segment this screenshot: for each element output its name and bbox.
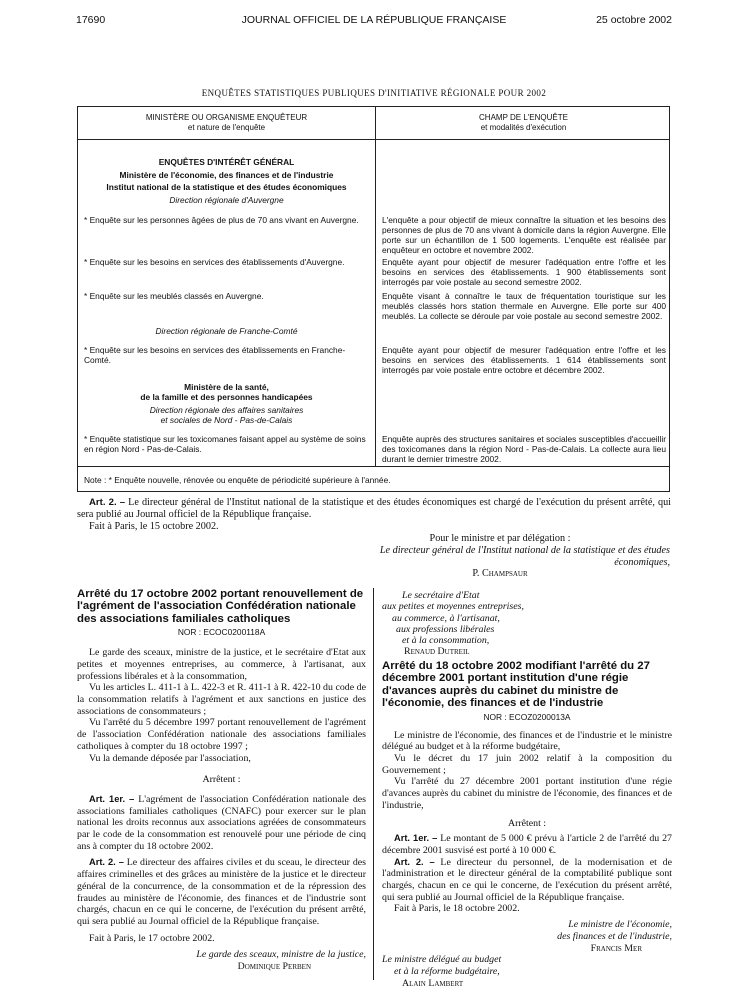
row5-right: Enquête auprès des structures sanitaires et sociales susceptibles d'accueillir des toxicomanes dans la région Nord - Pas-de-Calais. La collecte aura lieu durant le dernier trimestre 2002.: [382, 434, 666, 464]
row5-left: * Enquête statistique sur les toxicomanes faisant appel au système de soins en région Nord - Pas-de-Calais.: [84, 434, 366, 454]
journal-title: JOURNAL OFFICIEL DE LA RÉPUBLIQUE FRANÇAISE: [241, 14, 507, 26]
left-article-nor: NOR : ECOC0200118A: [177, 627, 266, 638]
art2-block: Art. 2. – Le directeur général de l'Institut national de la statistique et des études économiques est chargé de l'exécution du présent arrêté, qui sera publié au Journal officiel de la République française. Fait à Paris, le 15 octobre 2002.: [77, 497, 671, 533]
right-top-signature: Le secrétaire d'Etat aux petites et moyennes entreprises, au commerce, à l'artisanat, aux professions libérales et à la consommation, Renaud Dutreil: [382, 590, 524, 658]
row4-left: * Enquête sur les besoins en services des établissements en Franche-Comté.: [84, 345, 346, 365]
row4-right: Enquête ayant pour objectif de mesurer l'adéquation entre l'offre et les besoins en services des établissements. 1 614 établissements sont interrogés par voie postale entre octobre et décembre 2002.: [382, 345, 666, 375]
row3-right: Enquête visant à connaître le taux de fréquentation touristique sur les meublés classés hors station thermale en Auvergne. Elle porte sur 400 meublés. La collecte se déroule par voie postale au second semestre 2002.: [382, 291, 666, 321]
art2-signature: Pour le ministre et par délégation : Le directeur général de l'Institut national de la statistique et des études économiques, P. Champsaur: [379, 533, 670, 580]
row2-left: * Enquête sur les besoins en services des établissements d'Auvergne.: [84, 257, 345, 267]
left-article: Arrêté du 17 octobre 2002 portant renouvellement de l'agrément de l'association Confédération nationale des associations familiales catholiques NOR : ECOC0200118A Le garde des sceaux, ministre de la justice, et le secrétaire d'Etat aux petites et moyennes entreprises, au commerce, à l'artisanat, aux professions libérales et à la consommation, Vu les articles L. 411-1 à L. 422-3 et R. 411-1 à R. 422-10 du code de la consommation relatifs à l'agrément et aux sanctions en justice des associations de consommateurs ; Vu l'arrêté du 5 décembre 1997 portant renouvellement de l'agrément de l'association Confédération nationale des associations familiales catholiques à compter du 18 octobre 1997 ; Vu la demande déposée par l'association, Arrêtent : Art. 1er. – L'agrément de l'association Confédération nationale des associations familiales catholiques (CNAFC) pour exercer sur le plan national les droits reconnus aux associations agréées de consommateurs par le code de la consommation est renouvelé pour une période de cinq ans à compter du 18 octobre 2002. Art. 2. – Le directeur des affaires civiles et du sceau, le directeur des affaires criminelles et des grâces au ministère de la justice et le directeur général de la concurrence, de la consommation et de la répression des fraudes au ministère de l'économie, des finances et de l'industrie sont chargés, chacun en ce qui le concerne, de l'exécution du présent arrêté, qui sera publié au Journal officiel de la République française. Fait à Paris, le 17 octobre 2002. Le garde des sceaux, ministre de la justice, Dominique Perben: [77, 588, 366, 973]
section-sante: Ministère de la santé, de la famille et des personnes handicapées: [140, 382, 313, 402]
page-number: 17690: [76, 14, 106, 26]
right-article: Arrêté du 18 octobre 2002 modifiant l'arrêté du 27 décembre 2001 portant institution d'une régie d'avances auprès du cabinet du ministre de l'économie, des finances et de l'industrie NOR : ECOZ0200013A Le ministre de l'économie, des finances et de l'industrie et le ministre délégué au budget et à la réforme budgétaire, Vu le décret du 17 juin 2002 relatif à la composition du Gouvernement ; Vu l'arrêté du 27 décembre 2001 portant institution d'une régie d'avances auprès du cabinet du ministre de l'économie, des finances et de l'industrie, Arrêtent : Art. 1er. – Le montant de 5 000 € prévu à l'article 2 de l'arrêté du 27 décembre 2001 susvisé est porté à 10 000 €. Art. 2. – Le directeur du personnel, de la modernisation et de l'administration et le directeur général de la comptabilité publique sont chargés, chacun en ce qui le concerne, de l'exécution du présent arrêté, qui sera publié au Journal officiel de la République française. Fait à Paris, le 18 octobre 2002. Le ministre de l'économie, des finances et de l'industrie, Francis Mer Le ministre délégué au budget et à la réforme budgétaire, Alain Lambert: [382, 660, 672, 989]
survey-table: [77, 106, 670, 492]
table-note: Note : * Enquête nouvelle, rénovée ou enquête de périodicité supérieure à l'année.: [84, 475, 391, 485]
row1-left: * Enquête sur les personnes âgées de plus de 70 ans vivant en Auvergne.: [84, 215, 359, 225]
col2-header: CHAMP DE L'ENQUÊTE et modalités d'exécution: [479, 113, 568, 132]
column-divider: [373, 588, 374, 980]
dir-nord: Direction régionale des affaires sanitaires et sociales de Nord - Pas-de-Calais: [149, 405, 304, 425]
row2-right: Enquête ayant pour objectif de mesurer l'adéquation entre l'offre et les besoins en services des établissements. 1 900 établissements sont interrogés par voie postale au second semestre 2002.: [382, 257, 666, 287]
issue-date: 25 octobre 2002: [596, 14, 672, 26]
row1-right: L'enquête a pour objectif de mieux connaître la situation et les besoins des personnes de plus de 70 ans vivant à domicile dans la région Auvergne. Elle porte sur un échantillon de 1 500 logements. L'enquête est réalisée par enquêteur en octobre et novembre 2002.: [382, 215, 666, 255]
col1-header: MINISTÈRE OU ORGANISME ENQUÊTEUR et nature de l'enquête: [145, 113, 308, 132]
left-article-title: Arrêté du 17 octobre 2002 portant renouvellement de l'agrément de l'association Confédération nationale des associations familiales catholiques: [77, 588, 364, 625]
right-article-title: Arrêté du 18 octobre 2002 modifiant l'arrêté du 27 décembre 2001 portant institution d'une régie d'avances auprès du cabinet du ministre de l'économie, des finances et de l'industrie: [382, 660, 650, 710]
section-general: ENQUÊTES D'INTÉRÊT GÉNÉRAL Ministère de l'économie, des finances et de l'industrie Institut national de la statistique et des études économiques Direction régionale d'Auvergne: [106, 157, 347, 205]
dir-franche-comte: Direction régionale de Franche-Comté: [155, 326, 298, 336]
row3-left: * Enquête sur les meublés classés en Auvergne.: [84, 291, 264, 301]
right-article-nor: NOR : ECOZ0200013A: [483, 711, 571, 722]
table-caption: ENQUÊTES STATISTIQUES PUBLIQUES D'INITIATIVE RÉGIONALE POUR 2002: [201, 88, 547, 98]
